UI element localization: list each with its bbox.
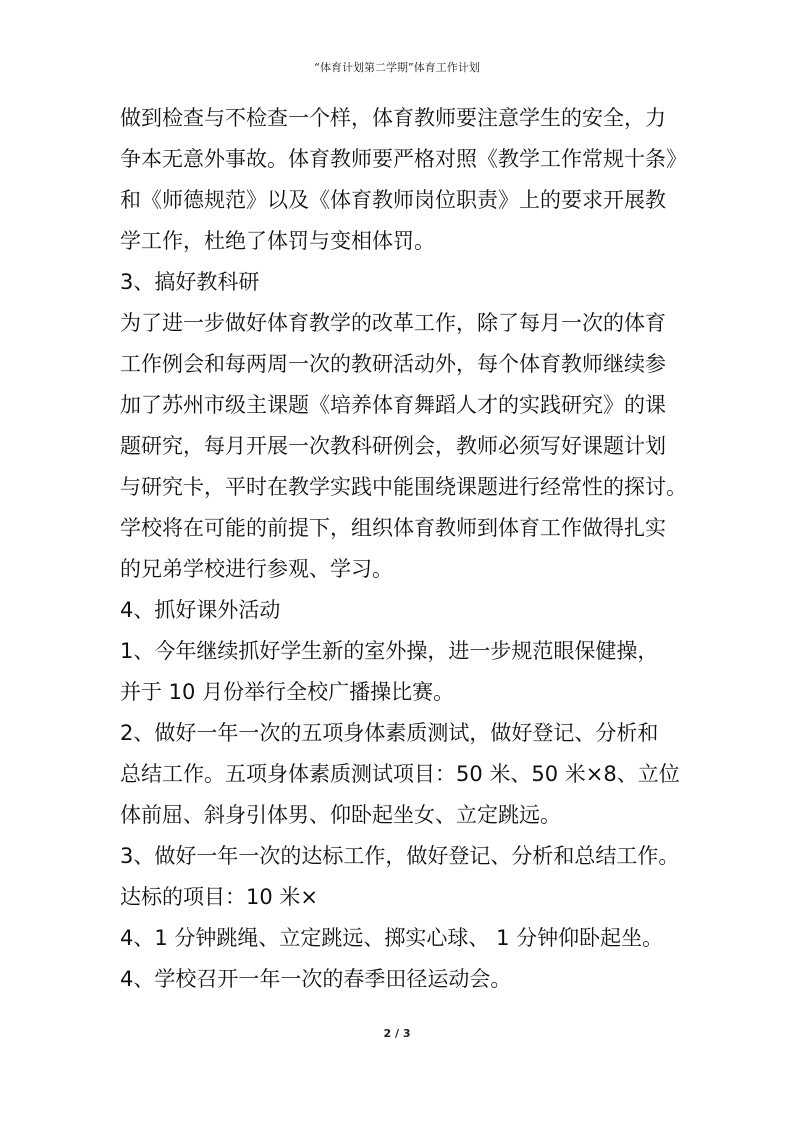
text-line: 的兄弟学校进行参观、学习。 [120, 557, 393, 581]
text-line: 4、学校召开一年一次的春季田径运动会。 [120, 967, 512, 991]
page-header: “体育计划第二学期”体育工作计划 [314, 61, 480, 74]
text-line: 并于 10 月份举行全校广播操比赛。 [120, 680, 455, 704]
text-line: 争本无意外事故。体育教师要严格对照《教学工作常规十条》 [120, 147, 687, 171]
text-line: 与研究卡，平时在教学实践中能围绕课题进行经常性的探讨。 [120, 475, 687, 499]
text-line: 学校将在可能的前提下，组织体育教师到体育工作做得扎实 [120, 516, 666, 540]
text-line: 加了苏州市级主课题《培养体育舞蹈人才的实践研究》的课 [120, 393, 666, 417]
text-line: 总结工作。五项身体素质测试项目：50 米、50 米×8、立位 [120, 762, 680, 786]
document-body [120, 98, 687, 1000]
text-line: 学工作，杜绝了体罚与变相体罚。 [120, 229, 435, 253]
text-line: 为了进一步做好体育教学的改革工作，除了每月一次的体育 [120, 311, 666, 335]
section-heading: 3、搞好教科研 [120, 270, 260, 294]
text-line: 题研究，每月开展一次教科研例会，教师必须写好课题计划 [120, 434, 666, 458]
text-line: 1、今年继续抓好学生新的室外操，进一步规范眼保健操， [120, 639, 659, 663]
text-line: 体前屈、斜身引体男、仰卧起坐女、立定跳远。 [120, 803, 561, 827]
text-line: 和《师德规范》以及《体育教师岗位职责》上的要求开展教 [120, 188, 666, 212]
text-line: 2、做好一年一次的五项身体素质测试，做好登记、分析和 [120, 721, 659, 745]
text-line: 达标的项目：10 米× [120, 885, 318, 909]
text-line: 做到检查与不检查一个样，体育教师要注意学生的安全，力 [120, 106, 666, 130]
text-line: 工作例会和每两周一次的教研活动外，每个体育教师继续参 [120, 352, 666, 376]
text-line: 4、1 分钟跳绳、立定跳远、掷实心球、 1 分钟仰卧起坐。 [120, 926, 664, 950]
text-line: 3、做好一年一次的达标工作，做好登记、分析和总结工作。 [120, 844, 680, 868]
section-heading: 4、抓好课外活动 [120, 598, 281, 622]
page-number: 2 / 3 [383, 1027, 411, 1040]
